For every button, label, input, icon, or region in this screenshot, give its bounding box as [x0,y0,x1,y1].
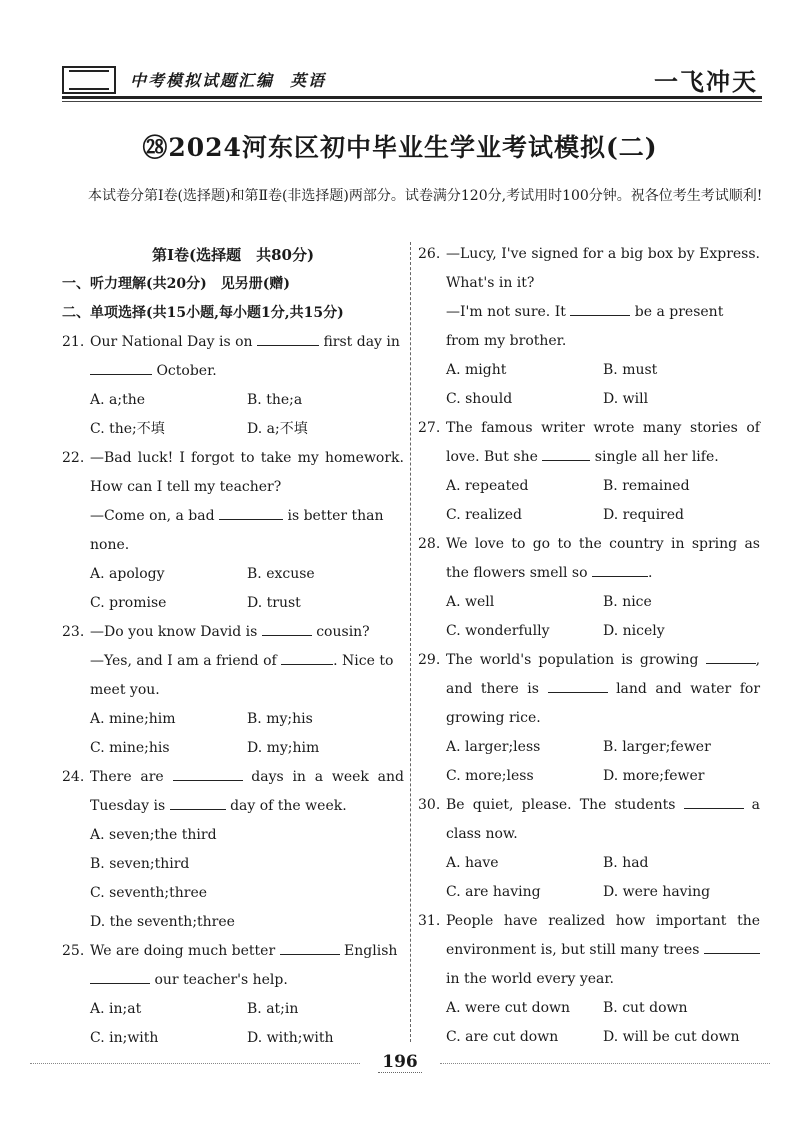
option-c[interactable]: C. are having [446,884,541,900]
question-text: —Lucy, I've signed for a big box by Express. What's in it? [446,246,760,291]
subject-name: 英语 [290,71,327,90]
question-number: 27. [418,420,441,436]
question-text: is better than none. [90,508,384,553]
option-d[interactable]: D. were having [603,884,711,900]
answer-blank [570,301,630,316]
option-c[interactable]: C. are cut down [446,1029,559,1045]
question-text: We love to go to the country in spring as the flowers smell so [446,536,760,581]
question-text: our teacher's help. [154,972,288,988]
question-number: 31. [418,913,441,929]
option-c[interactable]: C. more;less [446,768,534,784]
exam-title: ㉘2024河东区初中毕业生学业考试模拟(二) [142,133,658,162]
answer-blank [173,766,243,781]
option-b[interactable]: B. cut down [603,1000,688,1016]
question-number: 26. [418,246,441,262]
question-number: 25. [62,943,85,959]
question-text: —Come on, a bad [90,508,215,524]
question-text: The world's population is growing [446,652,699,668]
option-c[interactable]: C. in;with [90,1030,159,1046]
question-28 [418,530,760,646]
answer-blank [90,969,150,984]
answer-blank [706,649,756,664]
question-number: 23. [62,624,85,640]
page-number [0,1052,800,1072]
question-number: 24. [62,769,85,785]
option-b[interactable]: B. my;his [247,711,313,727]
answer-blank [257,331,319,346]
option-d[interactable]: D. will be cut down [603,1029,740,1045]
series-logo-icon [62,66,116,94]
question-21 [62,328,404,444]
option-b[interactable]: B. larger;fewer [603,739,711,755]
column-divider [410,242,411,1042]
option-d[interactable]: D. trust [247,595,301,611]
question-text: , and there is [446,652,761,697]
header-rule [62,96,762,99]
question-text: days in a week and Tuesday is [90,769,404,814]
question-text: The famous writer wrote many stories of love. But she [446,420,760,465]
option-a[interactable]: A. in;at [90,1001,142,1017]
question-text: . Nice to meet you. [90,653,394,698]
answer-blank [704,939,760,954]
question-text: land and water for growing rice. [446,681,761,726]
part-1-heading: 一、听力理解(共20分) 见另册(赠) [62,276,290,292]
option-c[interactable]: C. should [446,391,513,407]
option-d[interactable]: D. nicely [603,623,665,639]
section-1-title: 第Ⅰ卷(选择题 共80分) [151,246,315,264]
option-c[interactable]: C. wonderfully [446,623,550,639]
question-25 [62,937,404,1053]
question-text: a class now. [446,797,760,842]
option-a[interactable]: A. repeated [446,478,529,494]
exam-intro [62,182,767,210]
question-text: . [647,565,653,581]
question-text: be a present from my brother. [446,304,724,349]
option-d[interactable]: D. a;不填 [247,421,308,437]
question-text: single all her life. [594,449,719,465]
option-b[interactable]: B. seven;third [90,856,190,872]
question-number: 29. [418,652,441,668]
question-text: in the world every year. [446,971,614,987]
question-24 [62,763,404,937]
option-b[interactable]: B. at;in [247,1001,299,1017]
question-text: —Bad luck! I forgot to take my homework. How can I tell my teacher? [90,450,404,495]
option-d[interactable]: D. more;fewer [603,768,705,784]
option-c[interactable]: C. mine;his [90,740,170,756]
option-b[interactable]: B. excuse [247,566,315,582]
question-text: Our National Day is on [90,334,253,350]
left-column [62,240,404,1053]
question-text: —I'm not sure. It [446,304,566,320]
option-a[interactable]: A. were cut down [446,1000,571,1016]
question-text: We are doing much better [90,943,276,959]
option-a[interactable]: A. might [446,362,507,378]
answer-blank [170,795,226,810]
series-title [130,68,326,91]
page-number-text: 196 [378,1052,422,1073]
question-text: day of the week. [230,798,347,814]
option-a[interactable]: A. larger;less [446,739,541,755]
question-text: —Do you know David is [90,624,258,640]
question-text: People have realized how important the environment is, but still many trees [446,913,760,958]
option-a[interactable]: A. have [446,855,499,871]
question-text: October. [156,363,217,379]
question-29 [418,646,760,791]
header-rule-thin [62,101,762,102]
option-b[interactable]: B. must [603,362,658,378]
option-a[interactable]: A. apology [90,566,165,582]
question-31 [418,907,760,1052]
question-text: Be quiet, please. The students [446,797,676,813]
option-a[interactable]: A. mine;him [90,711,176,727]
option-d[interactable]: D. with;with [247,1030,334,1046]
option-d[interactable]: D. the seventh;three [90,914,235,930]
option-c[interactable]: C. realized [446,507,523,523]
option-c[interactable]: C. the;不填 [90,421,165,437]
part-2-heading: 二、单项选择(共15小题,每小题1分,共15分) [62,305,344,321]
question-27 [418,414,760,530]
question-number: 30. [418,797,441,813]
question-number: 28. [418,536,441,552]
question-26 [418,240,760,414]
intro-text: 本试卷分第Ⅰ卷(选择题)和第Ⅱ卷(非选择题)两部分。试卷满分120分,考试用时100分钟。祝各位考生考试顺利! [88,188,763,204]
answer-blank [90,360,152,375]
question-number: 21. [62,334,85,350]
option-a[interactable]: A. well [446,594,495,610]
option-b[interactable]: B. remained [603,478,690,494]
option-a[interactable]: A. seven;the third [90,827,217,843]
option-b[interactable]: B. had [603,855,649,871]
answer-blank [219,505,283,520]
question-30 [418,791,760,907]
question-text: first day in [323,334,400,350]
option-b[interactable]: B. the;a [247,392,303,408]
question-text: cousin? [316,624,370,640]
question-23 [62,618,404,763]
option-d[interactable]: D. my;him [247,740,320,756]
series-name: 中考模拟试题汇编 [130,71,275,90]
question-text: —Yes, and I am a friend of [90,653,277,669]
question-22 [62,444,404,618]
answer-blank [281,650,333,665]
answer-blank [684,794,744,809]
page-header [62,62,762,96]
option-b[interactable]: B. nice [603,594,652,610]
option-c[interactable]: C. promise [90,595,167,611]
question-text: English [344,943,398,959]
option-d[interactable]: D. required [603,507,684,523]
right-column [418,240,760,1052]
answer-blank [542,446,590,461]
question-text: There are [90,769,164,785]
answer-blank [592,562,648,577]
option-a[interactable]: A. a;the [90,392,146,408]
answer-blank [280,940,340,955]
option-d[interactable]: D. will [603,391,649,407]
option-c[interactable]: C. seventh;three [90,885,208,901]
answer-blank [548,678,608,693]
question-number: 22. [62,450,85,466]
answer-blank [262,621,312,636]
brand-name: 一飞冲天 [654,67,758,96]
